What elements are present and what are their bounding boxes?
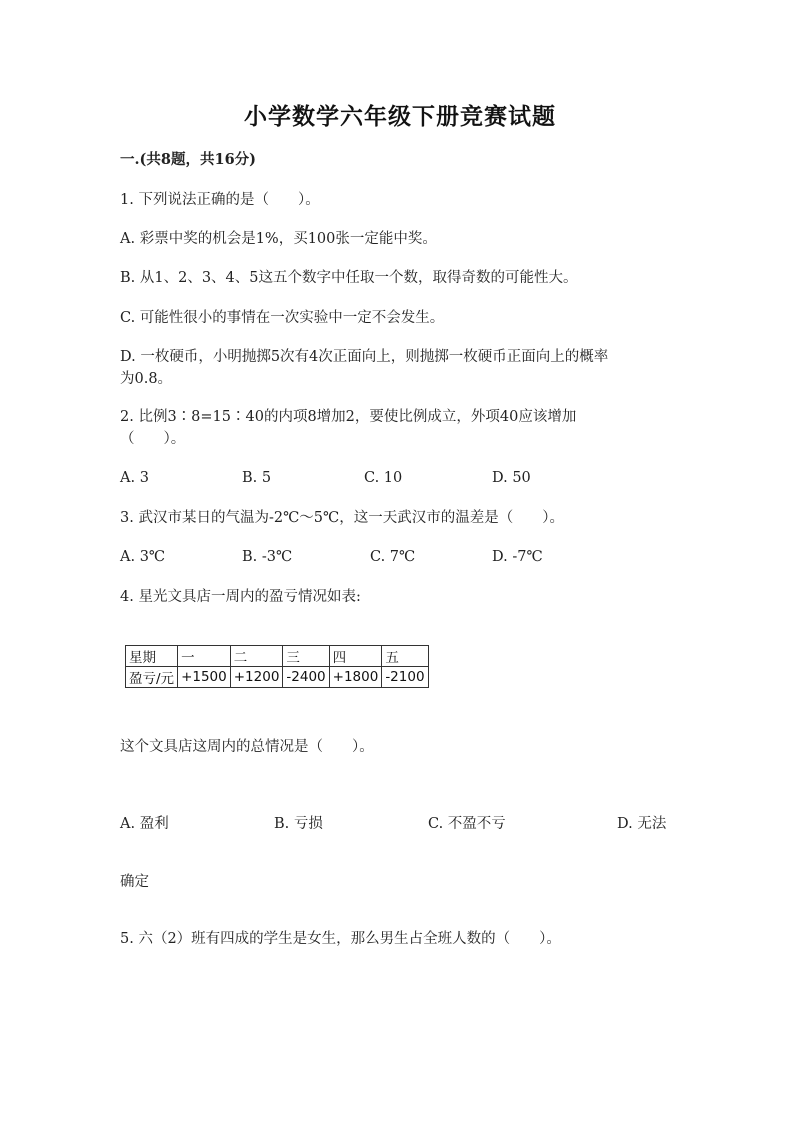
table-cell: +1200: [230, 667, 283, 688]
question-2-stem-line2: （ ）。: [120, 431, 186, 447]
table-cell: -2400: [283, 667, 329, 688]
table-header-row: [126, 646, 429, 667]
question-4-option-d: D. 无法: [617, 816, 667, 832]
question-3-stem: 3. 武汉市某日的气温为-2℃～5℃，这一天武汉市的温差是（ ）。: [120, 510, 564, 526]
table-cell: 五: [382, 646, 428, 667]
table-cell: 三: [283, 646, 329, 667]
section-heading: 一.(共8题，共16分): [120, 151, 257, 168]
table-cell: 一: [178, 646, 231, 667]
table-row: [126, 667, 429, 688]
question-2-option-b: B. 5: [242, 470, 272, 486]
table-cell: -2100: [382, 667, 428, 688]
question-5-stem: 5. 六（2）班有四成的学生是女生，那么男生占全班人数的（ ）。: [120, 931, 561, 947]
question-2-option-d: D. 50: [492, 470, 531, 486]
table-cell: +1500: [178, 667, 231, 688]
question-3-option-c: C. 7℃: [370, 549, 416, 565]
page-title: 小学数学六年级下册竞赛试题: [244, 103, 556, 130]
question-4-option-b: B. 亏损: [274, 816, 323, 832]
table-cell: 盈亏/元: [126, 667, 178, 688]
table-cell: +1800: [329, 667, 382, 688]
question-1-option-c: C. 可能性很小的事情在一次实验中一定不会发生。: [120, 310, 445, 326]
profit-loss-table: [125, 645, 429, 688]
question-3-option-a: A. 3℃: [120, 549, 166, 565]
question-3-option-b: B. -3℃: [242, 549, 293, 565]
table-cell: 星期: [126, 646, 178, 667]
question-1-option-d-line1: D. 一枚硬币，小明抛掷5次有4次正面向上，则抛掷一枚硬币正面向上的概率: [120, 349, 609, 365]
question-3-option-d: D. -7℃: [492, 549, 543, 565]
question-2-option-c: C. 10: [364, 470, 403, 486]
question-1-stem: 1. 下列说法正确的是（ ）。: [120, 192, 320, 208]
question-1-option-d-line2: 为0.8。: [120, 371, 173, 387]
table-cell: 四: [329, 646, 382, 667]
question-4-stem: 4. 星光文具店一周内的盈亏情况如表:: [120, 589, 361, 605]
question-4-option-d-wrap: 确定: [120, 874, 149, 890]
question-4-question: 这个文具店这周内的总情况是（ ）。: [120, 739, 374, 755]
question-4-option-a: A. 盈利: [120, 816, 169, 832]
question-1-option-a: A. 彩票中奖的机会是1%，买100张一定能中奖。: [120, 231, 437, 247]
table-cell: 二: [230, 646, 283, 667]
question-1-option-b: B. 从1、2、3、4、5这五个数字中任取一个数，取得奇数的可能性大。: [120, 270, 578, 286]
question-2-stem-line1: 2. 比例3∶8=15∶40的内项8增加2，要使比例成立，外项40应该增加: [120, 409, 577, 425]
question-4-option-c: C. 不盈不亏: [428, 816, 506, 832]
question-2-option-a: A. 3: [120, 470, 149, 486]
